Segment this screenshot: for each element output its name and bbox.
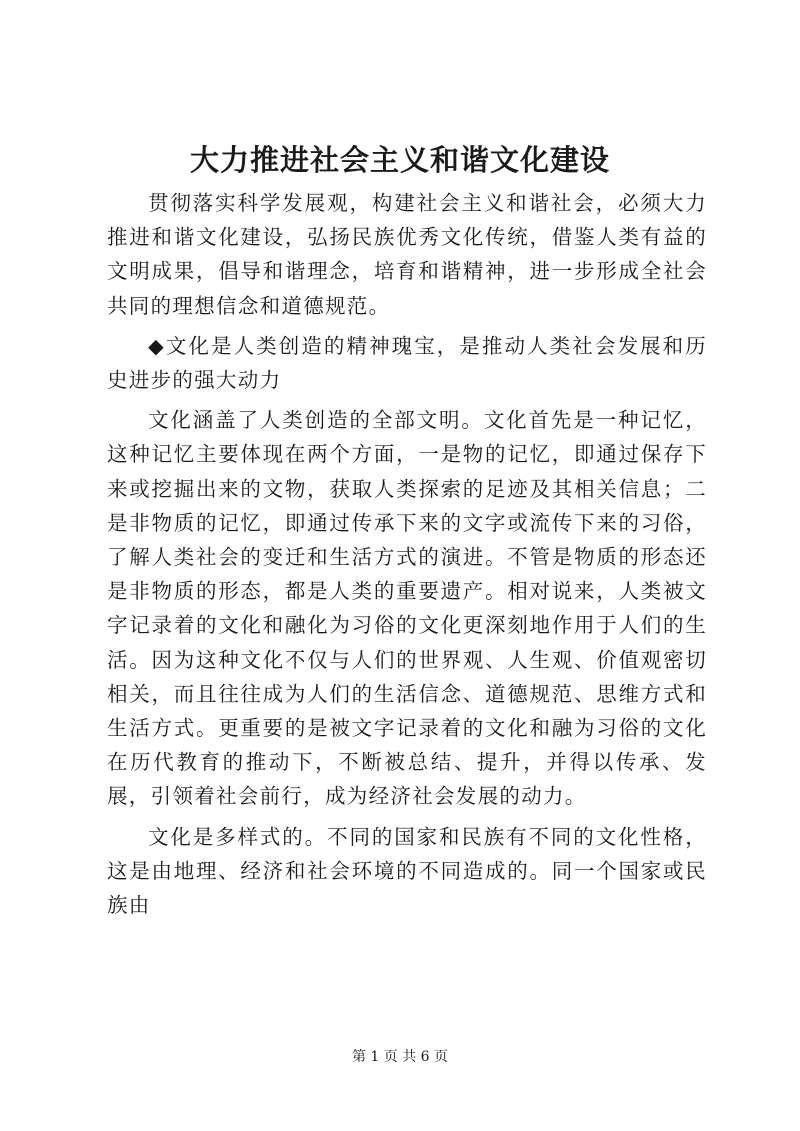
section-heading: ◆文化是人类创造的精神瑰宝，是推动人类社会发展和历史进步的强大动力 bbox=[107, 333, 707, 393]
document-body bbox=[107, 186, 707, 922]
document-title: 大力推进社会主义和谐文化建设 bbox=[189, 143, 610, 177]
paragraph-culture-memory: 文化涵盖了人类创造的全部文明。文化首先是一种记忆，这种记忆主要体现在两个方面，一是物的记忆，即通过保存下来或挖掘出来的文物，获取人类探索的足迹及其相关信息；二是非物质的记忆，即通过传承下来的文字或流传下来的习俗，了解人类社会的变迁和生活方式的演进。不管是物质的形态还是非物质的形态，都是人类的重要遗产。相对说来，人类被文字记录着的文化和融化为习俗的文化更深刻地作用于人们的生活。因为这种文化不仅与人们的世界观、人生观、价值观密切相关，而且往往成为人们的生活信念、道德规范、思维方式和生活方式。更重要的是被文字记录着的文化和融为习俗的文化在历代教育的推动下，不断被总结、提升，并得以传承、发展，引领着社会前行，成为经济社会发展的动力。 bbox=[107, 408, 707, 809]
page-footer: 第 1 页 共 6 页 bbox=[351, 1049, 449, 1065]
paragraph-intro: 贯彻落实科学发展观，构建社会主义和谐社会，必须大力推进和谐文化建设，弘扬民族优秀文化传统，借鉴人类有益的文明成果，倡导和谐理念，培育和谐精神，进一步形成全社会共同的理想信念和道德规范。 bbox=[107, 191, 707, 318]
paragraph-culture-diversity: 文化是多样式的。不同的国家和民族有不同的文化性格，这是由地理、经济和社会环境的不同造成的。同一个国家或民族由 bbox=[107, 824, 707, 918]
